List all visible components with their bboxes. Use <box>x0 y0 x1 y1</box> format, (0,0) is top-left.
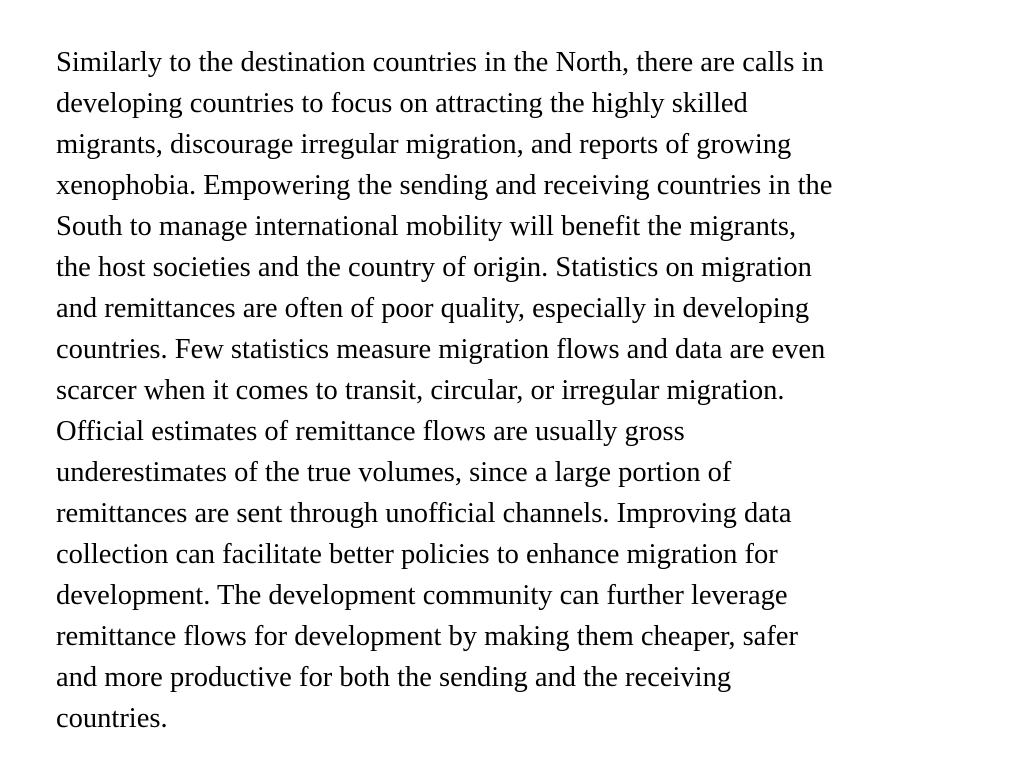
text-line: countries. Few statistics measure migration flows and data are even <box>56 334 826 365</box>
text-line: migrants, discourage irregular migration, and reports of growing <box>56 129 792 160</box>
text-line: the host societies and the country of origin. Statistics on migration <box>56 252 812 283</box>
text-line: countries. <box>56 703 168 734</box>
text-line: development. The development community can further leverage <box>56 580 788 611</box>
text-line: Official estimates of remittance flows are usually gross <box>56 416 685 447</box>
text-line: underestimates of the true volumes, since a large portion of <box>56 457 732 488</box>
text-line: collection can facilitate better policies to enhance migration for <box>56 539 778 570</box>
body-paragraph <box>56 42 996 739</box>
text-line: Similarly to the destination countries in the North, there are calls in <box>56 47 824 78</box>
text-line: xenophobia. Empowering the sending and receiving countries in the <box>56 170 833 201</box>
text-line: remittance flows for development by making them cheaper, safer <box>56 621 798 652</box>
text-line: and remittances are often of poor quality, especially in developing <box>56 293 810 324</box>
text-line: developing countries to focus on attracting the highly skilled <box>56 88 748 119</box>
text-line: South to manage international mobility will benefit the migrants, <box>56 211 797 242</box>
text-line: and more productive for both the sending and the receiving <box>56 662 732 693</box>
text-line: scarcer when it comes to transit, circular, or irregular migration. <box>56 375 785 406</box>
text-line: remittances are sent through unofficial channels. Improving data <box>56 498 792 529</box>
